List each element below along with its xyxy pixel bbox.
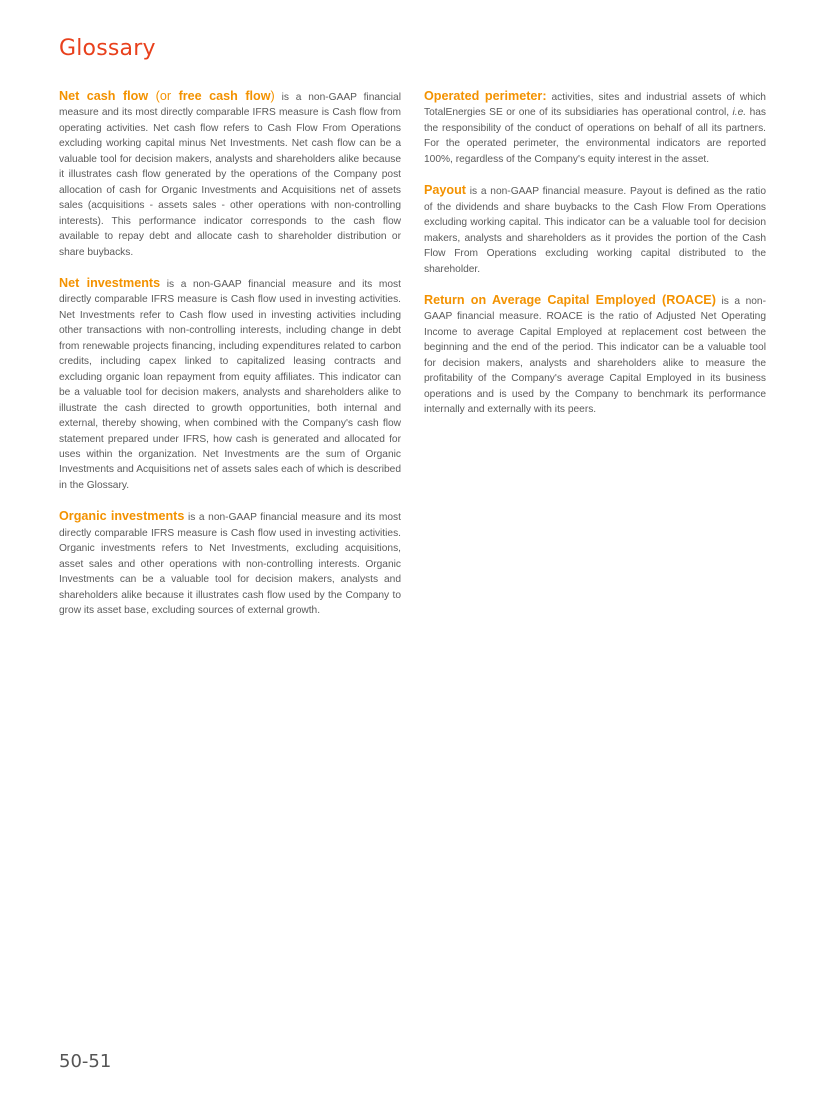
glossary-term: Organic investments xyxy=(59,509,185,524)
glossary-term: Return on Average Capital Employed (ROACE) xyxy=(424,292,716,307)
glossary-term: free cash flow xyxy=(178,89,271,103)
left-column xyxy=(59,89,401,635)
glossary-definition: has the responsibility of the conduct of operations on behalf of all its partners. For the operated perimeter, the environmental indicators are reported 100%, regardless of the Company's equity interest in the asset. xyxy=(424,107,766,165)
glossary-entry-operated-perimeter xyxy=(424,89,766,167)
glossary-definition: is a non-GAAP financial measure. ROACE is the ratio of Adjusted Net Operating Income to average Capital Employed at replacement cost between the beginning and the end of the period. This indicator can be a valuable tool for decision makers, analysts and shareholders alike to measure the profitability of the Company's average Capital Employed in its business operations and is used by the Company to benchmark its performance internally and externally with its peers. xyxy=(424,295,766,416)
glossary-term-connector: (or xyxy=(148,89,179,103)
glossary-entry-payout xyxy=(424,183,766,277)
glossary-entry-net-cash-flow xyxy=(59,89,401,260)
glossary-definition: activities, sites and industrial assets of which TotalEnergies SE or one of its subsidiaries has operational control, xyxy=(424,92,766,119)
glossary-definition: is a non-GAAP financial measure and its most directly comparable IFRS measure is Cash flow used in investing activities. Net Investments refer to Cash flow used in investing activities including other transactions with non-controlling interests, including change in debt from renewable projects financing, including expenditures related to carbon credits, including capex linked to capitalized leasing contracts and excluding organic loan repayment from equity affiliates. This indicator can be a valuable tool for decision makers, analysts and shareholders alike to illustrate the cash directed to growth opportunities, both internal and external, thereby showing, when combined with the Company's cash flow statement prepared under IFRS, how cash is generated and allocated for uses within the organization. Net Investments are the sum of Organic Investments and Acquisitions net of assets sales each of which is described in the Glossary. xyxy=(59,278,401,491)
glossary-term: Net cash flow xyxy=(59,89,149,103)
glossary-definition: is a non-GAAP financial measure and its most directly comparable IFRS measure is Cash flow used in investing activities. Organic investments refers to Net Investments, excluding acquisitions, asset sales and other operations with non-controlling interests. Organic Investments can be a valuable tool for decision makers, analysts and shareholders alike because it illustrates cash flow used by the Company to grow its asset base, excluding sources of external growth. xyxy=(59,512,401,617)
glossary-term: Operated perimeter: xyxy=(424,89,547,103)
glossary-entry-organic-investments xyxy=(59,509,401,618)
page-title: Glossary xyxy=(59,36,156,61)
glossary-term: Net investments xyxy=(59,275,161,290)
glossary-term-connector: ) xyxy=(270,89,275,103)
glossary-term: Payout xyxy=(424,183,466,198)
glossary-definition: is a non-GAAP financial measure. Payout is defined as the ratio of the dividends and share buybacks to the Cash Flow From Operations excluding working capital. This indicator can be a valuable tool for decision makers, analysts and shareholders as it provides the portion of the Cash Flow From Operations excluding working capital distributed to the shareholder. xyxy=(424,186,766,275)
glossary-entry-roace xyxy=(424,293,766,418)
glossary-definition: is a non-GAAP financial measure and its most directly comparable IFRS measure is Cash flow from operating activities. Net cash flow refers to Cash Flow From Operations excluding working capital minus Net Investments. Net cash flow can be a valuable tool for decision makers, analysts and shareholders alike because it illustrates cash flow generated by the operations of the Company post allocation of cash for Organic Investments and Acquisitions net of assets sales (acquisitions - assets sales - other operations with non-controlling interests). This performance indicator corresponds to the cash flow available to repay debt and allocate cash to shareholder distribution or share buybacks. xyxy=(59,92,401,258)
glossary-definition-emphasis: i.e. xyxy=(732,107,747,119)
glossary-entry-net-investments xyxy=(59,276,401,493)
page-number: 50-51 xyxy=(59,1051,112,1072)
right-column xyxy=(424,89,766,434)
